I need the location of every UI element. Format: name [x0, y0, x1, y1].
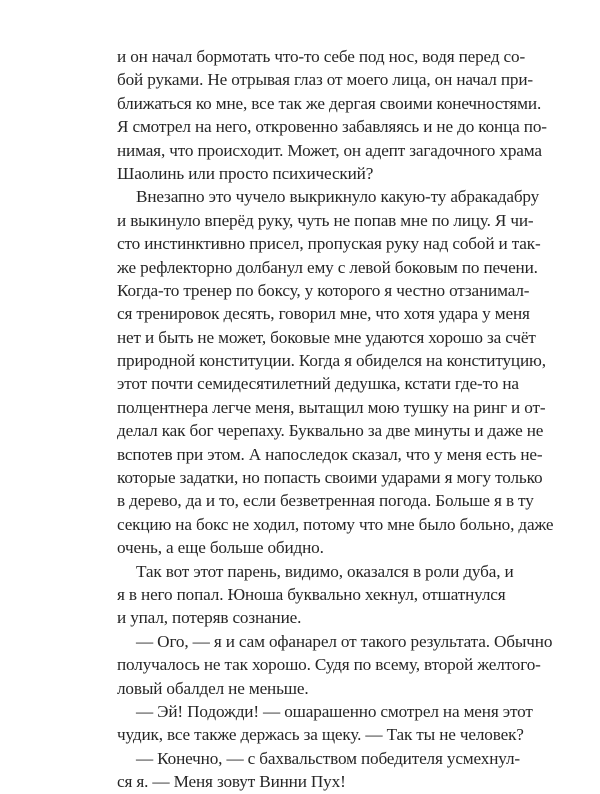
text-line: — Ого, — я и сам офанарел от такого результата. Обычно — [136, 631, 553, 651]
paragraph — [117, 560, 514, 630]
text-line: нимая, что происходит. Может, он адепт загадочного храма — [117, 140, 542, 160]
text-line: вспотев при этом. А напоследок сказал, что у меня есть не- — [117, 444, 543, 464]
text-line: Так вот этот парень, видимо, оказался в роли дуба, и — [136, 561, 514, 581]
text-line: ся тренировок десять, говорил мне, что хотя удара у меня — [117, 304, 530, 324]
text-line: я в него попал. Юноша буквально хекнул, отшатнулся — [117, 584, 506, 604]
text-line: секцию на бокс не ходил, потому что мне было больно, даже — [117, 514, 554, 534]
text-line: и выкинуло вперёд руку, чуть не попав мне по лицу. Я чи- — [117, 210, 534, 230]
paragraph — [117, 45, 547, 185]
text-line: — Эй! Подожди! — ошарашенно смотрел на меня этот — [136, 701, 533, 721]
text-line: бой руками. Не отрывая глаз от моего лица, он начал при- — [117, 70, 533, 90]
text-line: этот почти семидесятилетний дедушка, кстати где-то на — [117, 374, 519, 394]
text-line: получалось не так хорошо. Судя по всему, второй желтого- — [117, 655, 541, 675]
text-line: и он начал бормотать что-то себе под нос, водя перед со- — [117, 47, 526, 66]
text-line: ся я. — Меня зовут Винни Пух! — [117, 772, 346, 792]
paragraph — [117, 630, 553, 700]
text-line: Я смотрел на него, откровенно забавляясь и не до конца по- — [117, 117, 547, 137]
text-line: чудик, все также держась за щеку. — Так ты не человек? — [117, 725, 524, 745]
text-line: Когда-то тренер по боксу, у которого я честно отзанимал- — [117, 280, 530, 300]
paragraph — [117, 185, 554, 559]
text-line: природной конституции. Когда я обиделся на конституцию, — [117, 351, 546, 371]
text-line: в дерево, да и то, если безветренная погода. Больше я в ту — [117, 491, 534, 511]
paragraph — [117, 700, 533, 747]
text-line: Внезапно это чучело выкрикнуло какую-ту абракадабру — [136, 187, 540, 207]
text-line: которые задатки, но попасть своими ударами я могу только — [117, 468, 543, 488]
page-text — [117, 45, 554, 794]
text-line: Шаолинь или просто психический? — [117, 163, 374, 183]
text-line: — Конечно, — с бахвальством победителя усмехнул- — [136, 748, 520, 768]
text-line: делал как бог черепаху. Буквально за две минуты и даже не — [117, 421, 544, 441]
text-line: же рефлекторно долбанул ему с левой боковым по печени. — [117, 257, 538, 277]
text-line: и упал, потеряв сознание. — [117, 608, 302, 628]
text-line: очень, а еще больше обидно. — [117, 538, 324, 558]
text-line: сто инстинктивно присел, пропуская руку над собой и так- — [117, 234, 541, 254]
text-line: ближаться ко мне, все так же дергая своими конечностями. — [117, 93, 542, 113]
text-line: ловый обалдел не меньше. — [117, 678, 309, 698]
text-line: полцентнера легче меня, вытащил мою тушку на ринг и от- — [117, 397, 546, 417]
paragraph — [117, 747, 520, 794]
text-line: нет и быть не может, боковые мне удаются хорошо за счёт — [117, 327, 536, 347]
